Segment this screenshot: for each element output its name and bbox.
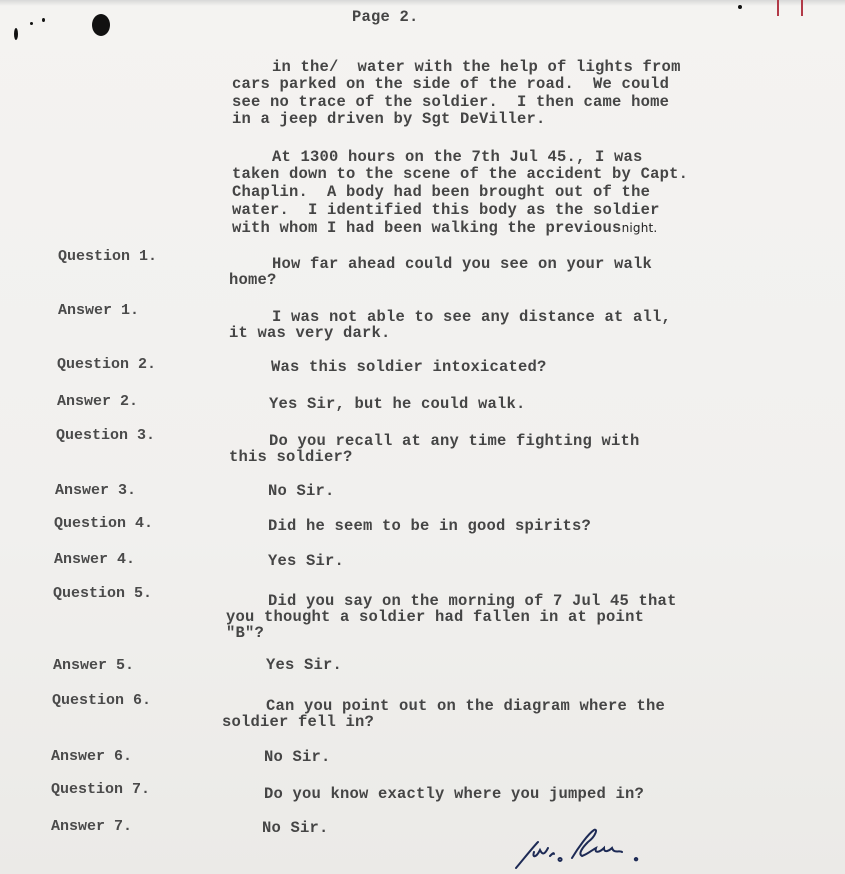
question-text: Do you know exactly where you jumped in? [264, 785, 645, 803]
ink-blot [42, 18, 45, 22]
text-line: Chaplin. A body had been brought out of the [232, 183, 651, 201]
ink-blot [14, 28, 18, 40]
ink-blot [30, 22, 33, 25]
question-label: Question 6. [52, 692, 152, 709]
question-text: Do you recall at any time fighting with [269, 432, 640, 450]
answer-label: Answer 6. [51, 748, 133, 765]
question-text: Did he seem to be in good spirits? [268, 517, 592, 535]
text-line: At 1300 hours on the 7th Jul 45., I was [272, 148, 643, 166]
answer-text: No Sir. [264, 748, 331, 766]
answer-text: Yes Sir, but he could walk. [269, 395, 526, 413]
question-label: Question 1. [58, 248, 158, 265]
question-label: Question 7. [51, 781, 151, 798]
answer-label: Answer 3. [55, 482, 137, 499]
red-margin-mark [777, 0, 779, 16]
question-text: soldier fell in? [222, 713, 375, 731]
answer-text: I was not able to see any distance at all, [272, 308, 672, 326]
answer-label: Answer 4. [54, 551, 136, 568]
text-line: water. I identified this body as the soldier [232, 201, 660, 219]
text-line: taken down to the scene of the accident by Capt. [232, 165, 689, 183]
ink-blot [92, 14, 110, 36]
answer-text: No Sir. [268, 482, 335, 500]
text-line: in the/ water with the help of lights from [272, 58, 681, 76]
answer-text: Yes Sir. [268, 552, 345, 570]
text-line: see no trace of the soldier. I then came home [232, 93, 670, 111]
answer-label: Answer 2. [57, 393, 139, 410]
question-text: "B"? [226, 624, 265, 642]
handwritten-addition: night. [621, 221, 658, 235]
text-line: in a jeep driven by Sgt DeViller. [232, 110, 546, 128]
question-label: Question 5. [53, 585, 153, 602]
question-text: Was this soldier intoxicated? [271, 358, 547, 376]
answer-text: Yes Sir. [266, 656, 343, 674]
page-number: Page 2. [352, 8, 419, 26]
question-text: home? [229, 271, 277, 289]
answer-label: Answer 5. [53, 657, 135, 674]
text-line [232, 220, 657, 236]
ink-blot [738, 5, 742, 9]
answer-label: Answer 1. [58, 302, 140, 319]
question-label: Question 3. [56, 427, 156, 444]
question-text: Can you point out on the diagram where the [266, 697, 666, 715]
question-text: How far ahead could you see on your walk [272, 255, 653, 273]
typed-text: with whom I had been walking the previous [232, 219, 622, 237]
answer-label: Answer 7. [51, 818, 133, 835]
question-text: Did you say on the morning of 7 Jul 45 that [268, 592, 677, 610]
question-text: you thought a soldier had fallen in at point [226, 608, 645, 626]
answer-text: No Sir. [262, 819, 329, 837]
question-label: Question 2. [57, 356, 157, 373]
signature [512, 828, 652, 872]
text-line: cars parked on the side of the road. We could [232, 75, 670, 93]
question-text: this soldier? [229, 448, 353, 466]
red-margin-mark [801, 0, 803, 16]
question-label: Question 4. [54, 515, 154, 532]
answer-text: it was very dark. [229, 324, 391, 342]
